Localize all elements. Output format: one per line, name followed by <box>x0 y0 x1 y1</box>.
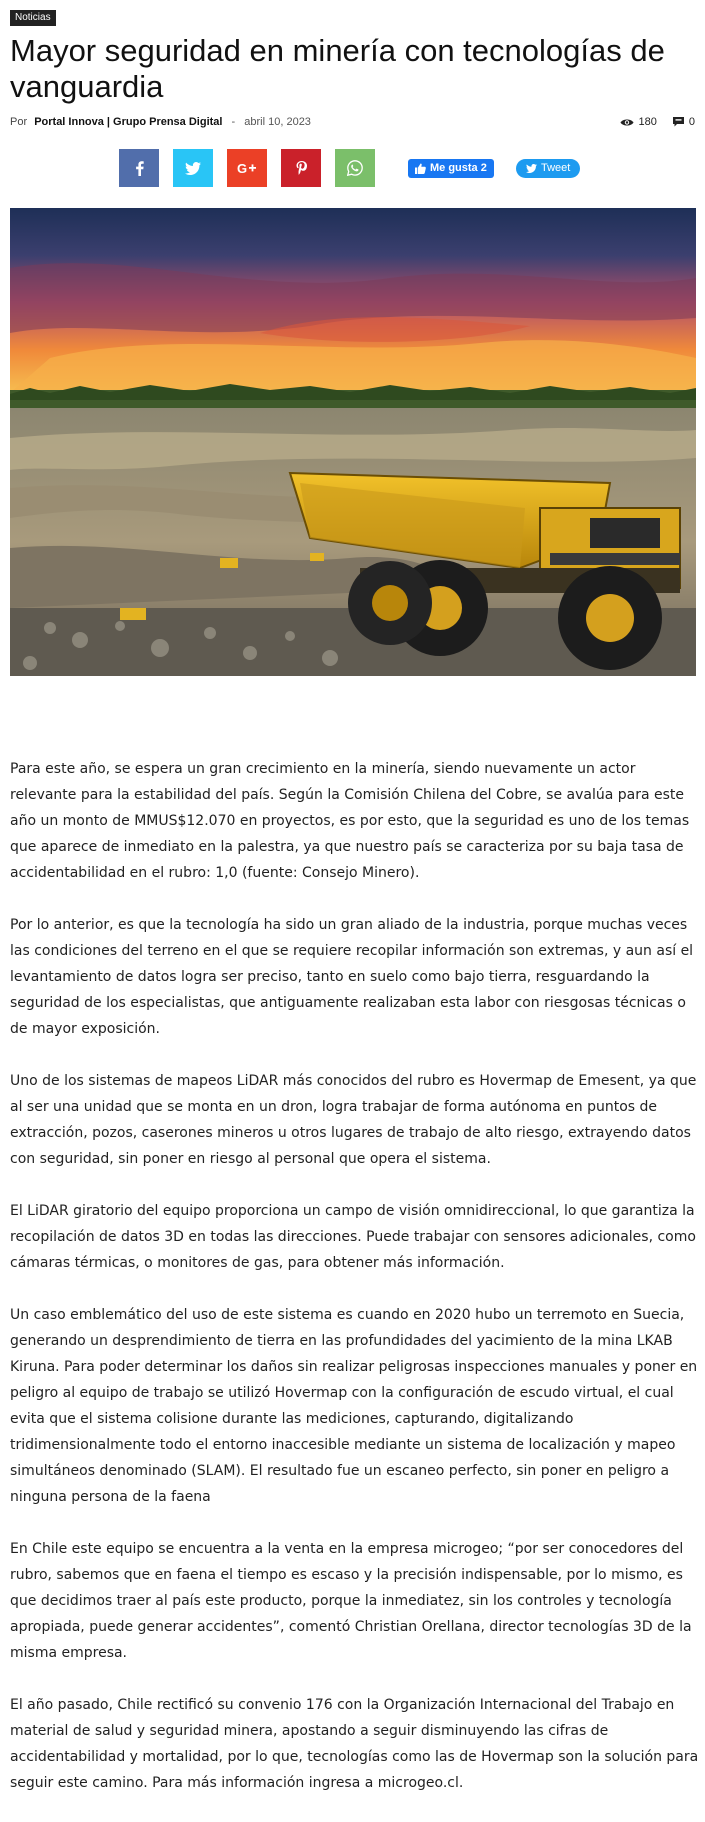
comments-value: 0 <box>688 116 695 128</box>
google-plus-share-button[interactable] <box>227 149 267 187</box>
views-value: 180 <box>638 116 657 128</box>
views-count <box>620 114 657 130</box>
like-label: Me gusta 2 <box>430 162 487 174</box>
article-meta <box>10 114 695 130</box>
facebook-like-button[interactable] <box>408 159 494 178</box>
article-paragraph: Un caso emblemático del uso de este sistema es cuando en 2020 hubo un terremoto en Suecia, generando un desprendimiento de tierra en las profundidades del yacimiento de la mina LKAB Kiruna. Para poder determinar los daños sin realizar peligrosas inspecciones manuales y poner en peligro al equipo de trabajo se utilizó Hovermap con la configuración de escudo virtual, el cual evita que el sistema colisione durante las mediciones, capturando, digitalizando tridimensionalmente todo el entorno inaccesible mediante un sistema de localización y mapeo simultáneos denominado (SLAM). El resultado fue un escaneo perfecto, sin poner en peligro a ninguna persona de la faena <box>10 1307 698 1505</box>
thumbs-up-icon <box>415 163 426 174</box>
pinterest-icon <box>296 161 307 176</box>
google-plus-icon <box>237 162 257 174</box>
twitter-icon <box>185 162 201 175</box>
article-paragraph: En Chile este equipo se encuentra a la venta en la empresa microgeo; “por ser conocedores del rubro, sabemos que en faena el tiempo es escaso y la precisión indispensable, por lo mismo, es que decidimos traer al país este producto, porque la inmediatez, sin los controles y tecnología apropiada, puede generar accidentes”, comentó Christian Orellana, director tecnologías 3D de la misma empresa. <box>10 1541 692 1661</box>
eye-icon <box>620 118 634 127</box>
tweet-label: Tweet <box>541 162 571 174</box>
twitter-bird-icon <box>526 164 537 173</box>
mining-truck-illustration <box>10 208 696 676</box>
tweet-button[interactable] <box>516 159 580 178</box>
share-buttons <box>119 149 389 187</box>
svg-text:G: G <box>237 162 248 174</box>
facebook-icon <box>135 161 144 176</box>
article-paragraph: Uno de los sistemas de mapeos LiDAR más conocidos del rubro es Hovermap de Emesent, ya que al ser una unidad que se monta en un dron, logra trabajar de forma autónoma en puntos de extracción, pozos, caserones mineros u otros lugares de trabajo de alto riesgo, extrayendo datos con seguridad, sin poner en riesgo al personal que opera el sistema. <box>10 1073 697 1167</box>
whatsapp-share-button[interactable] <box>335 149 375 187</box>
article-body <box>10 756 700 1822</box>
comment-icon <box>673 117 684 127</box>
article-paragraph: El año pasado, Chile rectificó su convenio 176 con la Organización Internacional del Trabajo en material de salud y seguridad minera, apostando a seguir disminuyendo las cifras de accidentabilidad y mortalidad, por lo que, tecnologías como las de Hovermap son la solución para seguir este camino. Para más información ingresa a microgeo.cl. <box>10 1697 699 1791</box>
twitter-share-button[interactable] <box>173 149 213 187</box>
whatsapp-icon <box>347 160 363 176</box>
by-label: Por <box>10 116 28 128</box>
article-title: Mayor seguridad en minería con tecnologías de vanguardia <box>10 33 665 104</box>
author-link[interactable]: Portal Innova | Grupo Prensa Digital <box>34 116 223 128</box>
featured-image <box>10 208 696 676</box>
article-paragraph: Por lo anterior, es que la tecnología ha sido un gran aliado de la industria, porque muchas veces las condiciones del terreno en el que se requiere recopilar información son extremas, y aun así el levantamiento de datos logra ser preciso, tanto en suelo como bajo tierra, resguardando la seguridad de los especialistas, que antiguamente realizaban esta labor con riesgosas técnicas o de mayor exposición. <box>10 917 694 1037</box>
comments-count[interactable] <box>673 114 695 130</box>
publish-date: abril 10, 2023 <box>244 116 311 128</box>
article-paragraph: El LiDAR giratorio del equipo proporciona un campo de visión omnidireccional, lo que garantiza la recopilación de datos 3D en todas las direcciones. Puede trabajar con sensores adicionales, como cámaras térmicas, o monitores de gas, para obtener más información. <box>10 1203 696 1271</box>
category-tag[interactable]: Noticias <box>10 10 56 26</box>
article-stats <box>620 114 695 130</box>
meta-separator: - <box>231 116 236 128</box>
article-paragraph: Para este año, se espera un gran crecimiento en la minería, siendo nuevamente un actor relevante para la estabilidad del país. Según la Comisión Chilena del Cobre, se avalúa para este año un monto de MMUS$12.070 en proyectos, es por esto, que la seguridad es uno de los temas que aparece de inmediato en la palestra, ya que nuestro país se caracteriza por su baja tasa de accidentabilidad en el rubro: 1,0 (fuente: Consejo Minero). <box>10 761 690 881</box>
pinterest-share-button[interactable] <box>281 149 321 187</box>
facebook-share-button[interactable] <box>119 149 159 187</box>
